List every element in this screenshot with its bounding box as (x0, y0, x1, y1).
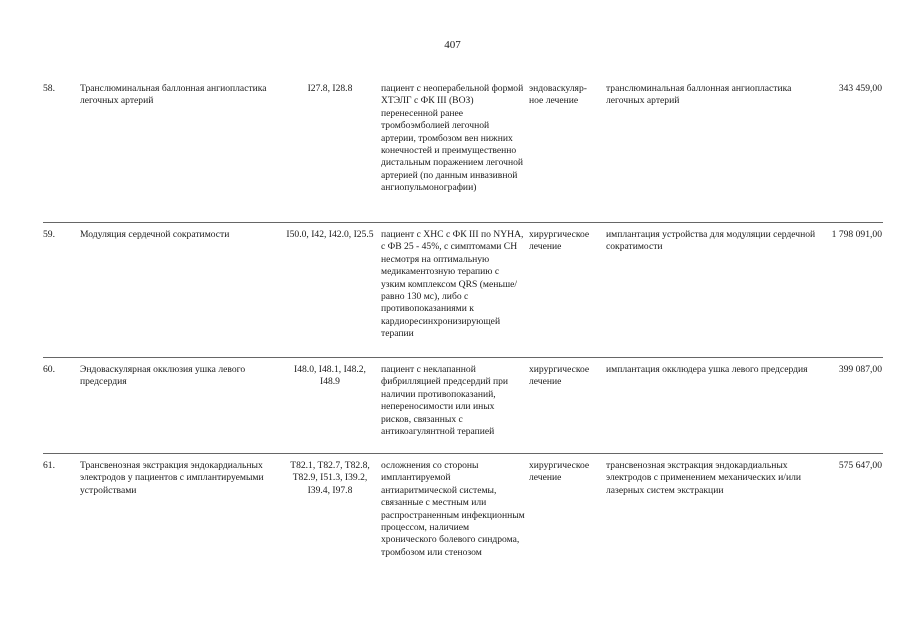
treatment-type: хирургическое лечение (529, 229, 590, 253)
care-type-name: Эндоваскулярная окклюзия ушка левого предсердия (80, 364, 246, 388)
treatment-method: транслюминальная баллонная ангиопластика легочных артерий (606, 83, 792, 107)
care-type-name: Транслюминальная баллонная ангиопластика легочных артерий (80, 83, 267, 107)
row-number: 59. (43, 229, 55, 240)
icd-codes: I48.0, I48.1, I48.2, I48.9 (294, 364, 366, 388)
care-type-name: Трансвенозная экстракция эндокардиальных электродов у пациентов с имплантируемыми устройствами (80, 460, 264, 496)
patient-model: пациент с неклапанной фибрилляцией предсердий при наличии противопоказаний, непереносимости или иных рисков, связанных с антикоагулянтной терапией (381, 364, 509, 438)
icd-codes: I50.0, I42, I42.0, I25.5 (286, 229, 374, 240)
treatment-method: имплантация окклюдера ушка левого предсердия (606, 364, 808, 375)
icd-codes: T82.1, T82.7, T82.8, T82.9, I51.3, I39.2, I39.4, I97.8 (290, 460, 370, 496)
row-number: 61. (43, 460, 55, 471)
patient-model: пациент с ХНС с ФК III по NYHA, с ФВ 25 - 45%, с симптомами СН несмотря на оптимальную медикаментозную терапию с узким комплексом QRS (меньше/равно 130 мс), либо с противопоказаниями к кардиоресинхронизирующей терапии (381, 229, 524, 340)
patient-model: пациент с неоперабельной формой ХТЭЛГ с ФК III (ВОЗ) перенесенной ранее тромбоэмболией легочной артерии, тромбозом вен нижних конечностей и преимущественно дистальным поражением легочной артерией (по данным инвазивной ангиопульмонографии) (381, 83, 524, 194)
row-divider (43, 357, 883, 358)
cost-value: 575 647,00 (838, 460, 882, 471)
cost-value: 399 087,00 (838, 364, 882, 375)
treatment-type: эндоваскуляр-ное лечение (529, 83, 587, 107)
treatment-method: трансвенозная экстракция эндокардиальных электродов с применением механических и/или лазерных систем экстракции (606, 460, 802, 496)
row-divider (43, 222, 883, 223)
row-number: 58. (43, 83, 55, 94)
patient-model: осложнения со стороны имплантируемой антиаритмической системы, связанные с местным или распространенным инфекционным процессом, наличием хронического болевого синдрома, тромбозом или стенозом (381, 460, 525, 558)
treatment-method: имплантация устройства для модуляции сердечной сократимости (606, 229, 816, 253)
page-number: 407 (444, 39, 461, 51)
row-number: 60. (43, 364, 55, 375)
cost-value: 1 798 091,00 (831, 229, 882, 240)
care-type-name: Модуляция сердечной сократимости (80, 229, 230, 240)
cost-value: 343 459,00 (838, 83, 882, 94)
treatment-type: хирургическое лечение (529, 364, 590, 388)
icd-codes: I27.8, I28.8 (307, 83, 353, 94)
treatment-type: хирургическое лечение (529, 460, 590, 484)
row-divider (43, 453, 883, 454)
